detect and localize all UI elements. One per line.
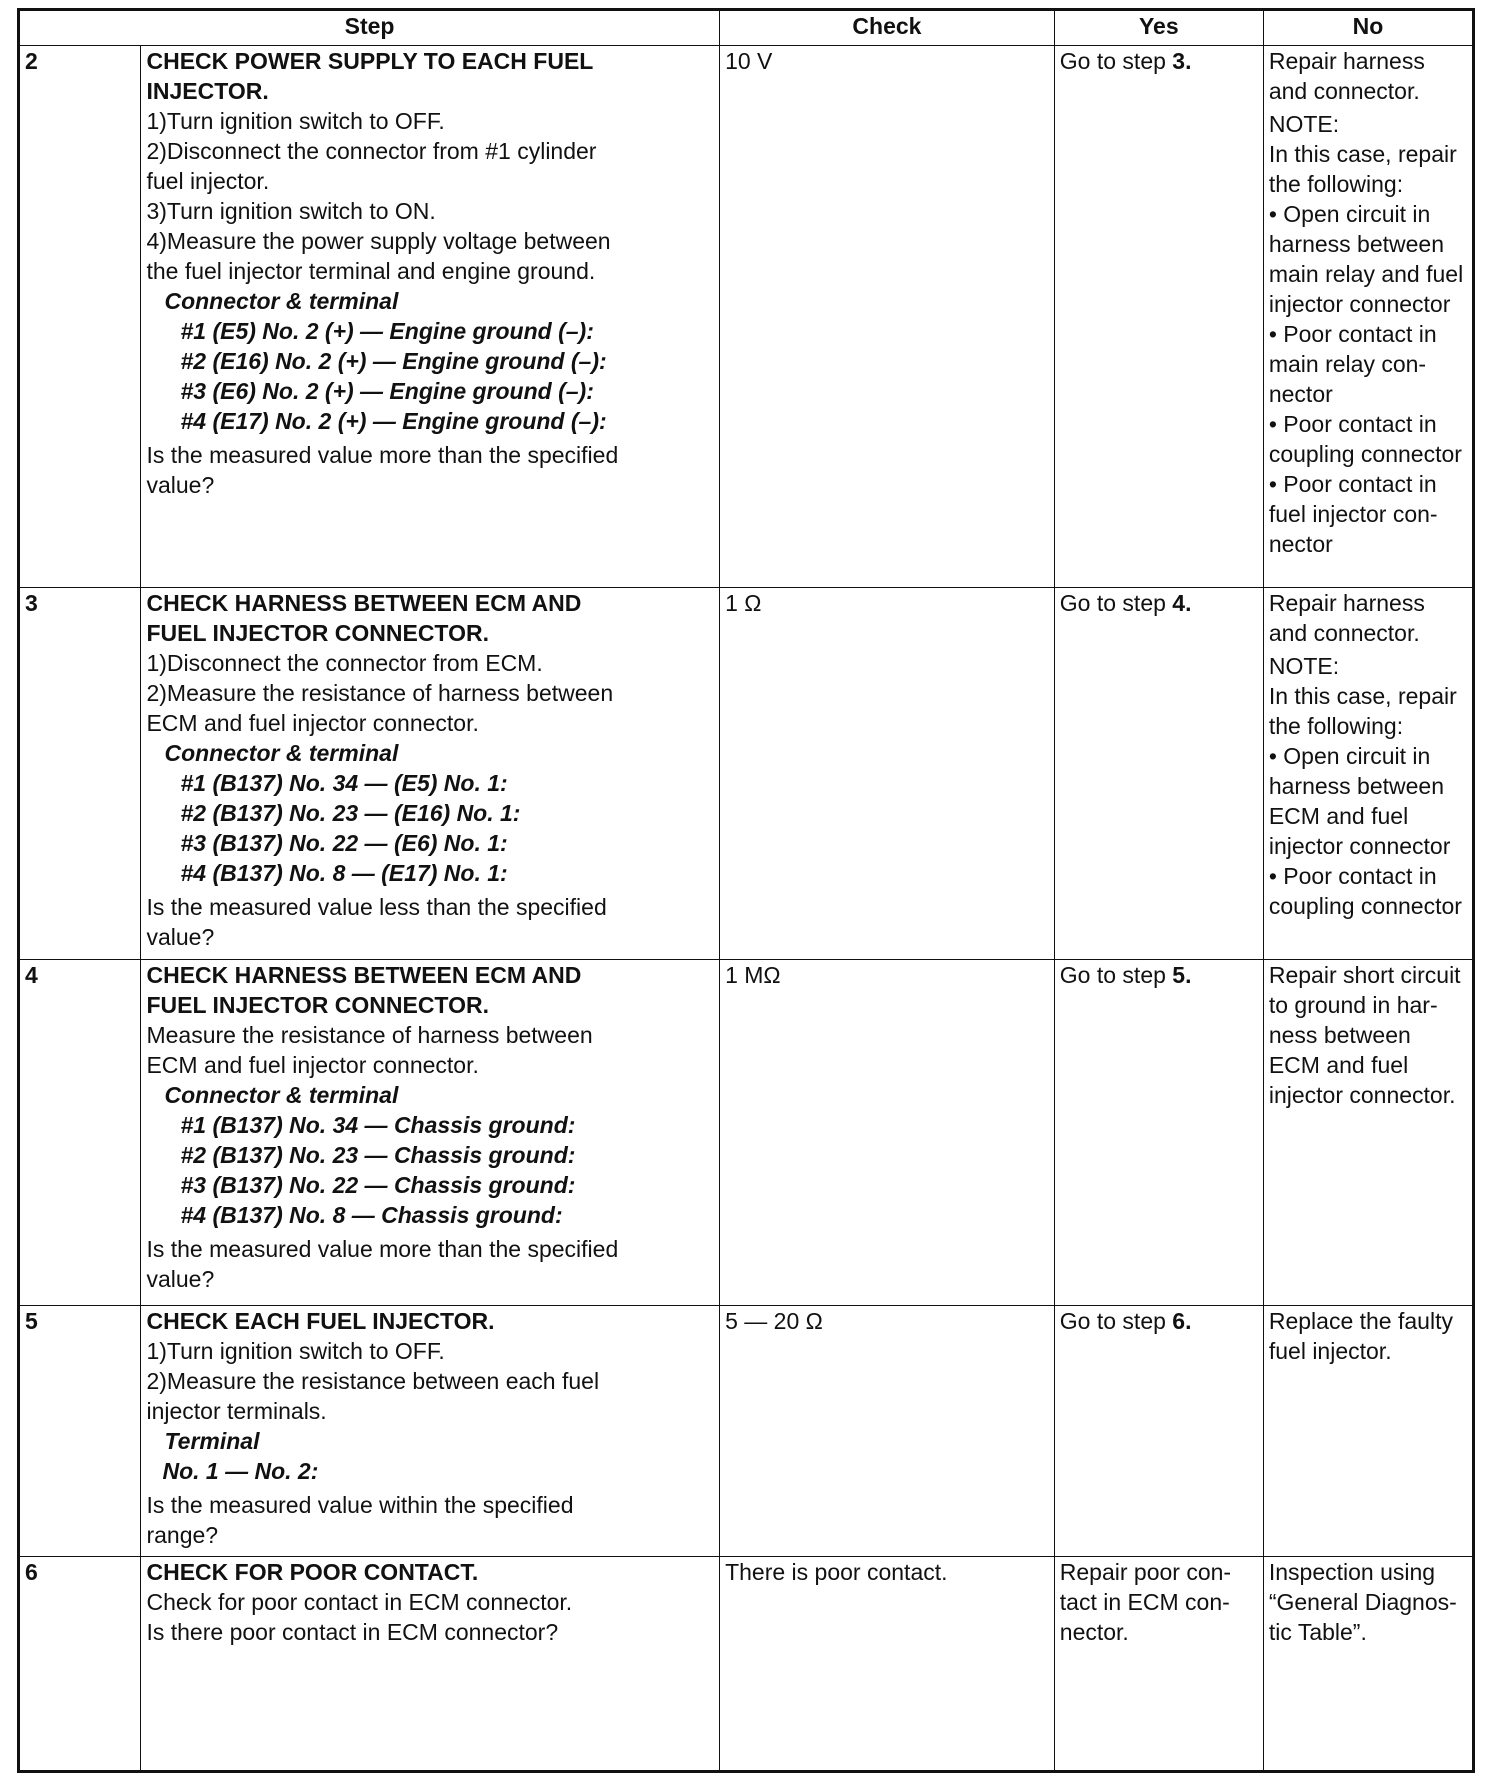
step-instruction: fuel injector. [146, 168, 270, 194]
yes-action [1054, 1306, 1263, 1557]
no-action [1263, 1557, 1473, 1772]
header-step: Step [19, 10, 720, 46]
note-text: coupling connector [1268, 893, 1462, 919]
terminal-spec: #2 (B137) No. 23 — (E16) No. 1: [180, 800, 521, 826]
no-text: Repair short circuit [1268, 962, 1461, 988]
note-label: NOTE: [1268, 111, 1340, 137]
step-question: value? [146, 472, 215, 498]
no-text: to ground in har- [1268, 992, 1438, 1018]
terminal-spec: #3 (B137) No. 22 — (E6) No. 1: [180, 830, 508, 856]
note-text: injector connector [1268, 291, 1451, 317]
step-question: value? [146, 924, 215, 950]
step-instruction: 1)Turn ignition switch to OFF. [146, 1338, 445, 1364]
step-instruction: 1)Turn ignition switch to OFF. [146, 108, 445, 134]
note-text: coupling connector [1268, 441, 1462, 467]
note-text: the following: [1268, 171, 1404, 197]
note-text: ECM and fuel [1268, 803, 1409, 829]
step-instruction: ECM and fuel injector connector. [146, 710, 479, 736]
step-question: Is the measured value more than the specified [146, 1236, 619, 1262]
check-value: 1 Ω [720, 588, 1055, 960]
terminal-spec: #4 (E17) No. 2 (+) — Engine ground (–): [180, 408, 607, 434]
no-text: ECM and fuel [1268, 1052, 1409, 1078]
yes-text: tact in ECM con- [1059, 1589, 1230, 1615]
note-text: fuel injector con- [1268, 501, 1438, 527]
step-title: CHECK POWER SUPPLY TO EACH FUEL [146, 48, 594, 74]
connector-terminal-label: Connector & terminal [164, 288, 399, 314]
step-instruction: Measure the resistance of harness between [146, 1022, 593, 1048]
step-instruction: Check for poor contact in ECM connector. [146, 1589, 573, 1615]
no-text: “General Diagnos- [1268, 1589, 1457, 1615]
step-title: FUEL INJECTOR CONNECTOR. [146, 992, 489, 1018]
step-description [141, 588, 720, 960]
yes-action [1054, 960, 1263, 1306]
step-number: 5 [19, 1306, 141, 1557]
note-text: harness between [1268, 231, 1445, 257]
no-text: Replace the faulty [1268, 1308, 1453, 1334]
step-instruction: 2)Disconnect the connector from #1 cylinder [146, 138, 597, 164]
table-row [19, 960, 1474, 1306]
header-yes: Yes [1054, 10, 1263, 46]
step-instruction: ECM and fuel injector connector. [146, 1052, 479, 1078]
terminal-spec: #1 (E5) No. 2 (+) — Engine ground (–): [180, 318, 594, 344]
header-row [19, 10, 1474, 46]
no-text: tic Table”. [1268, 1619, 1367, 1645]
step-description [141, 46, 720, 588]
terminal-spec: #2 (B137) No. 23 — Chassis ground: [180, 1142, 576, 1168]
header-no: No [1263, 10, 1473, 46]
yes-step-number: 3. [1172, 48, 1192, 74]
no-action [1263, 46, 1473, 588]
step-question: value? [146, 1266, 215, 1292]
check-value: 10 V [720, 46, 1055, 588]
no-action [1263, 960, 1473, 1306]
yes-prefix: Go to step [1059, 962, 1173, 988]
note-label: NOTE: [1268, 653, 1340, 679]
step-title: INJECTOR. [146, 78, 269, 104]
note-text: • Poor contact in [1268, 471, 1437, 497]
yes-prefix: Go to step [1059, 590, 1173, 616]
note-text: • Poor contact in [1268, 321, 1437, 347]
step-instruction: 3)Turn ignition switch to ON. [146, 198, 436, 224]
check-value: 5 — 20 Ω [720, 1306, 1055, 1557]
yes-action [1054, 1557, 1263, 1772]
no-text: injector connector. [1268, 1082, 1456, 1108]
step-title: CHECK HARNESS BETWEEN ECM AND [146, 962, 582, 988]
note-text: main relay con- [1268, 351, 1427, 377]
connector-terminal-label: Connector & terminal [164, 740, 399, 766]
step-instruction: 4)Measure the power supply voltage between [146, 228, 611, 254]
table-row [19, 588, 1474, 960]
yes-text: nector. [1059, 1619, 1129, 1645]
note-text: the following: [1268, 713, 1404, 739]
step-description [141, 960, 720, 1306]
yes-text: Repair poor con- [1059, 1559, 1232, 1585]
step-number: 6 [19, 1557, 141, 1772]
diagnostic-table [17, 8, 1475, 1773]
yes-step-number: 6. [1172, 1308, 1192, 1334]
step-question: range? [146, 1522, 219, 1548]
connector-terminal-label: Connector & terminal [164, 1082, 399, 1108]
no-text: fuel injector. [1268, 1338, 1392, 1364]
step-title: CHECK EACH FUEL INJECTOR. [146, 1308, 495, 1334]
terminal-spec: #3 (B137) No. 22 — Chassis ground: [180, 1172, 576, 1198]
yes-action [1054, 588, 1263, 960]
step-question: Is the measured value more than the specified [146, 442, 619, 468]
no-action [1263, 588, 1473, 960]
step-question: Is the measured value less than the specified [146, 894, 607, 920]
note-text: nector [1268, 381, 1333, 407]
no-text: Repair harness [1268, 48, 1425, 74]
note-text: • Open circuit in [1268, 743, 1431, 769]
note-text: • Poor contact in [1268, 863, 1437, 889]
table-row [19, 1306, 1474, 1557]
yes-prefix: Go to step [1059, 1308, 1173, 1334]
step-question: Is there poor contact in ECM connector? [146, 1619, 559, 1645]
step-instruction: 1)Disconnect the connector from ECM. [146, 650, 543, 676]
terminal-spec: #1 (B137) No. 34 — Chassis ground: [180, 1112, 576, 1138]
table-row [19, 1557, 1474, 1772]
step-instruction: 2)Measure the resistance between each fuel [146, 1368, 600, 1394]
note-text: • Open circuit in [1268, 201, 1431, 227]
terminal-label: Terminal [164, 1428, 260, 1454]
note-text: In this case, repair [1268, 141, 1457, 167]
no-text: and connector. [1268, 620, 1420, 646]
note-text: nector [1268, 531, 1333, 557]
note-text: injector connector [1268, 833, 1451, 859]
step-instruction: the fuel injector terminal and engine ground. [146, 258, 596, 284]
yes-prefix: Go to step [1059, 48, 1173, 74]
step-question: Is the measured value within the specified [146, 1492, 574, 1518]
no-text: Repair harness [1268, 590, 1425, 616]
table-row [19, 46, 1474, 588]
step-title: CHECK HARNESS BETWEEN ECM AND [146, 590, 582, 616]
note-text: harness between [1268, 773, 1445, 799]
no-text: and connector. [1268, 78, 1420, 104]
terminal-spec: #1 (B137) No. 34 — (E5) No. 1: [180, 770, 508, 796]
no-text: Inspection using [1268, 1559, 1436, 1585]
header-check: Check [720, 10, 1055, 46]
step-number: 2 [19, 46, 141, 588]
step-number: 3 [19, 588, 141, 960]
yes-step-number: 5. [1172, 962, 1192, 988]
yes-step-number: 4. [1172, 590, 1192, 616]
check-value: There is poor contact. [720, 1557, 1055, 1772]
step-title: CHECK FOR POOR CONTACT. [146, 1559, 479, 1585]
note-text: main relay and fuel [1268, 261, 1464, 287]
step-instruction: 2)Measure the resistance of harness between [146, 680, 614, 706]
terminal-spec: #4 (B137) No. 8 — (E17) No. 1: [180, 860, 508, 886]
terminal-spec: #3 (E6) No. 2 (+) — Engine ground (–): [180, 378, 594, 404]
terminal-spec: #2 (E16) No. 2 (+) — Engine ground (–): [180, 348, 607, 374]
step-number: 4 [19, 960, 141, 1306]
step-title: FUEL INJECTOR CONNECTOR. [146, 620, 489, 646]
step-description [141, 1557, 720, 1772]
no-text: ness between [1268, 1022, 1411, 1048]
yes-action [1054, 46, 1263, 588]
step-description [141, 1306, 720, 1557]
note-text: In this case, repair [1268, 683, 1457, 709]
note-text: • Poor contact in [1268, 411, 1437, 437]
check-value: 1 MΩ [720, 960, 1055, 1306]
terminal-spec: No. 1 — No. 2: [162, 1458, 319, 1484]
step-instruction: injector terminals. [146, 1398, 327, 1424]
no-action [1263, 1306, 1473, 1557]
terminal-spec: #4 (B137) No. 8 — Chassis ground: [180, 1202, 563, 1228]
